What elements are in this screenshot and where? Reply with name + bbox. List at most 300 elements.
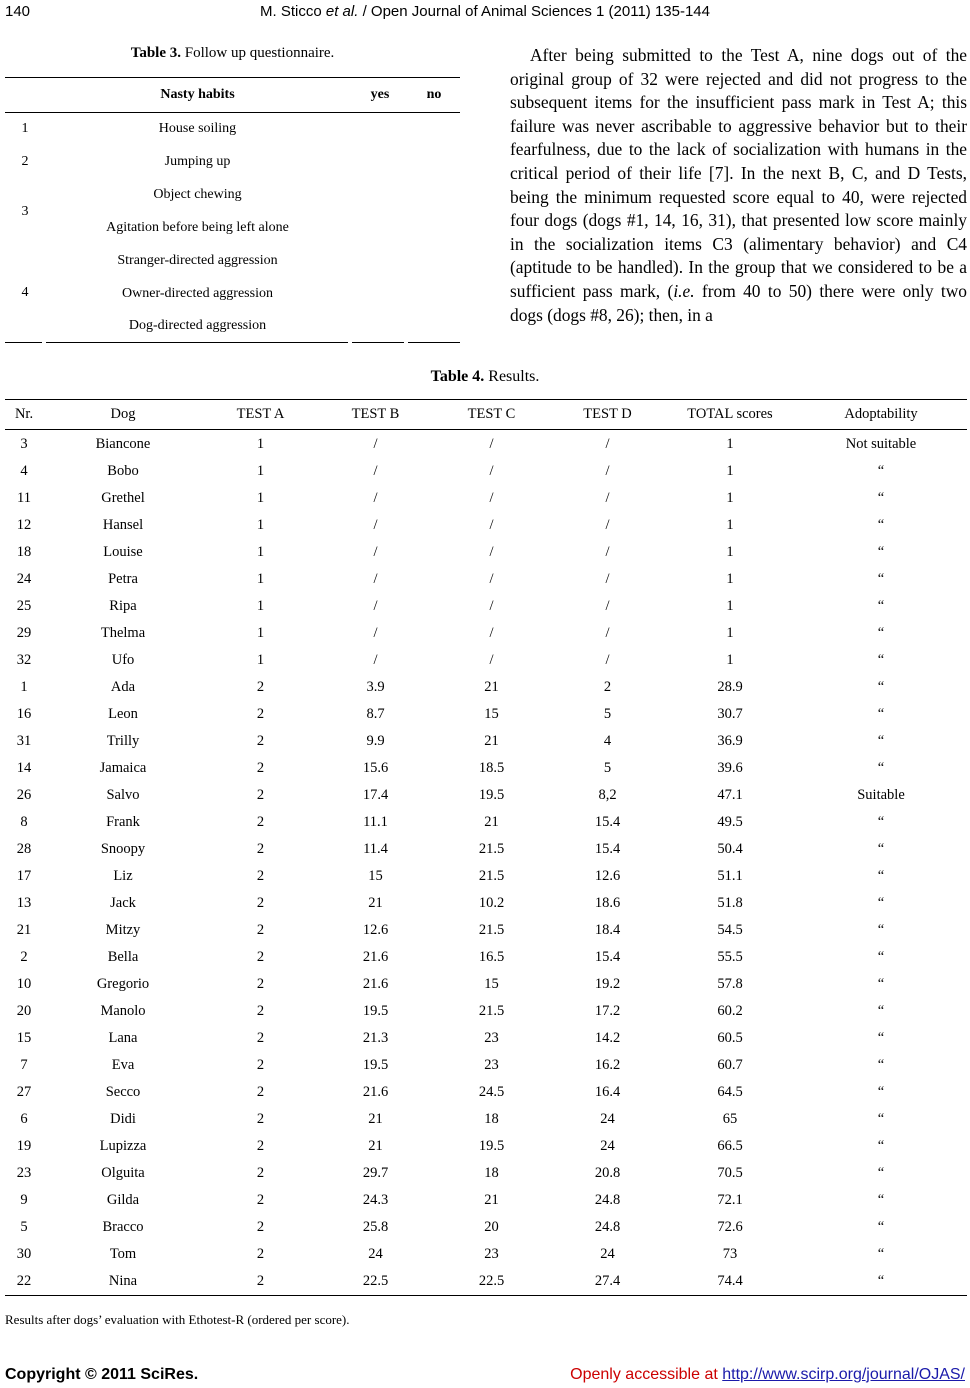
cell-test-a: 1 (256, 435, 265, 452)
cell-nr: 7 (20, 1057, 28, 1073)
cell-adoptability: “ (877, 1138, 885, 1154)
cell-dog: Gilda (106, 1192, 140, 1208)
column-header-test-b: TEST B (318, 400, 433, 430)
cell-test-c: 21.5 (478, 841, 505, 857)
cell-test-d: / (605, 571, 610, 587)
cell-test-c: 10.2 (478, 895, 505, 911)
cell-total: 1 (726, 625, 734, 641)
cell-nr: 6 (20, 1111, 28, 1127)
cell-test-a: 2 (203, 1268, 318, 1296)
cell-test-c: 22.5 (433, 1268, 550, 1296)
table3-group-number: 2 (21, 154, 29, 169)
table-row (5, 1106, 967, 1133)
cell-total: 47.1 (717, 787, 743, 803)
cell-test-d: 5 (603, 760, 612, 776)
cell-nr: 31 (16, 733, 32, 749)
paragraph-text-end: from 40 to 50) there were only two dogs (dogs #8, 26); then, in a (510, 280, 967, 325)
table-row (5, 728, 967, 755)
cell-nr: 27 (16, 1084, 32, 1100)
cell-nr: 4 (20, 463, 28, 479)
cell-dog: Liz (113, 868, 133, 884)
cell-test-a: 2 (256, 841, 265, 857)
cell-dog: Bracco (102, 1219, 144, 1235)
cell-test-d: 16.2 (594, 1057, 621, 1073)
cell-test-d: / (605, 652, 610, 668)
cell-test-b: 3.9 (366, 679, 385, 695)
cell-test-c: 23 (484, 1246, 499, 1262)
cell-test-d: 16.4 (594, 1084, 621, 1100)
table3-group-number: 1 (21, 121, 29, 136)
cell-dog: Didi (110, 1111, 136, 1127)
table3-bottom-rule (46, 342, 348, 343)
cell-test-d: 15.4 (594, 841, 621, 857)
cell-adoptability: “ (877, 841, 885, 857)
cell-adoptability: “ (877, 490, 885, 506)
cell-test-d: 17.2 (594, 1003, 621, 1019)
cell-total: 1 (726, 463, 734, 479)
cell-total: 36.9 (717, 733, 743, 749)
cell-test-c: 21.5 (478, 1003, 505, 1019)
copyright-notice: Copyright © 2011 SciRes. (5, 1366, 199, 1383)
cell-test-a: 2 (256, 949, 265, 965)
table3-item: Object chewing (153, 187, 242, 202)
table3-item: Dog-directed aggression (128, 318, 267, 333)
cell-test-c: 18 (484, 1111, 499, 1127)
cell-test-d: / (605, 517, 610, 533)
column-header-adoptability: Adoptability (795, 400, 967, 430)
cell-nr: 20 (16, 1003, 32, 1019)
cell-test-a: 2 (256, 1246, 265, 1262)
cell-dog: Grethel (101, 490, 145, 506)
cell-test-d: 18.4 (594, 922, 621, 938)
cell-total: 1 (726, 544, 734, 560)
cell-test-d: 24.8 (594, 1219, 621, 1235)
cell-test-b: 15.6 (362, 760, 389, 776)
cell-test-c: 23 (484, 1057, 499, 1073)
cell-test-c: / (489, 544, 494, 560)
table-row (5, 782, 967, 809)
cell-nr: 28 (16, 841, 32, 857)
cell-dog: Thelma (100, 625, 146, 641)
open-access-notice (570, 1366, 965, 1384)
table-row (5, 566, 967, 593)
cell-test-a: 1 (256, 463, 265, 479)
cell-adoptability: Not suitable (845, 435, 917, 452)
column-header-nr: Nr. (5, 400, 43, 430)
cell-test-d: 20.8 (594, 1165, 621, 1181)
table3-group-number: 4 (21, 285, 29, 300)
table3-caption (5, 45, 460, 62)
cell-test-a: 2 (256, 706, 265, 722)
cell-test-b: 21 (368, 1138, 383, 1154)
cell-test-c: 16.5 (478, 949, 505, 965)
cell-test-b: 19.5 (362, 1057, 389, 1073)
cell-test-b: 8.7 (366, 706, 385, 722)
cell-total: 1 (726, 517, 734, 533)
cell-total: 64.5 (717, 1084, 743, 1100)
table-row (5, 890, 967, 917)
paragraph-ie: i.e. (673, 280, 695, 301)
cell-adoptability: “ (877, 706, 885, 722)
cell-test-a: 2 (256, 733, 265, 749)
cell-dog: Secco (105, 1084, 141, 1100)
cell-dog: Hansel (102, 517, 144, 533)
cell-total: 65 (722, 1111, 738, 1127)
cell-test-a: 2 (256, 1192, 265, 1208)
table3-header-rule (5, 112, 460, 113)
table3-header-no: no (426, 87, 442, 102)
cell-test-c: 24.5 (478, 1084, 505, 1100)
cell-nr: 17 (16, 868, 32, 884)
cell-adoptability: “ (877, 1192, 885, 1208)
cell-test-d: / (605, 490, 610, 506)
cell-test-b: / (373, 435, 378, 452)
cell-total: 70.5 (717, 1165, 743, 1181)
cell-test-d: 24 (600, 1138, 615, 1154)
table-row (5, 430, 967, 459)
cell-test-c: 21.5 (478, 922, 505, 938)
cell-test-c: 15 (484, 706, 499, 722)
cell-dog: Ufo (111, 652, 135, 668)
cell-test-b: / (373, 517, 378, 533)
cell-dog: Biancone (95, 435, 151, 452)
open-access-label: Openly accessible at (570, 1366, 723, 1383)
cell-test-c: / (489, 463, 494, 479)
cell-nr: 12 (16, 517, 32, 533)
cell-test-b: 22.5 (318, 1268, 433, 1296)
cell-test-a: 1 (256, 544, 265, 560)
table-row (5, 836, 967, 863)
cell-test-d: 24.8 (594, 1192, 621, 1208)
cell-adoptability: “ (877, 571, 885, 587)
cell-test-a: 2 (256, 1057, 265, 1073)
cell-test-c: / (489, 598, 494, 614)
cell-test-d: 4 (603, 733, 612, 749)
cell-test-a: 2 (256, 787, 265, 803)
cell-test-c: 20 (484, 1219, 499, 1235)
cell-total: 66.5 (717, 1138, 743, 1154)
table-row (5, 593, 967, 620)
cell-test-b: 11.1 (363, 814, 388, 830)
cell-total: 72.6 (717, 1219, 743, 1235)
table-row (5, 1214, 967, 1241)
cell-adoptability: “ (877, 1030, 885, 1046)
cell-nr: 22 (5, 1268, 43, 1296)
table-row (5, 1268, 967, 1296)
cell-nr: 21 (16, 922, 32, 938)
cell-dog: Trilly (106, 733, 140, 749)
cell-test-a: 1 (256, 625, 265, 641)
cell-test-b: 29.7 (362, 1165, 389, 1181)
cell-test-b: / (373, 490, 378, 506)
cell-test-b: 15 (368, 868, 383, 884)
cell-nr: 29 (16, 625, 32, 641)
table-row (5, 917, 967, 944)
cell-test-a: 2 (256, 922, 265, 938)
cell-dog: Eva (111, 1057, 135, 1073)
cell-test-d: 24 (600, 1246, 615, 1262)
cell-test-b: / (373, 571, 378, 587)
cell-test-b: 25.8 (362, 1219, 389, 1235)
cell-test-b: / (373, 598, 378, 614)
cell-total: 55.5 (717, 949, 743, 965)
table-row (5, 1079, 967, 1106)
cell-test-c: 19.5 (478, 787, 505, 803)
table-row (5, 701, 967, 728)
cell-nr: 23 (16, 1165, 32, 1181)
cell-total: 1 (726, 652, 734, 668)
cell-test-b: 19.5 (362, 1003, 389, 1019)
cell-adoptability: “ (877, 1111, 885, 1127)
cell-test-c: 15 (484, 976, 499, 992)
cell-test-b: / (373, 652, 378, 668)
cell-test-b: 17.4 (362, 787, 389, 803)
cell-test-c: 21 (484, 1192, 499, 1208)
table4-caption (0, 368, 970, 386)
table4-caption-text: Results. (488, 368, 540, 385)
cell-adoptability: “ (877, 868, 885, 884)
table3-item: Jumping up (164, 154, 231, 169)
cell-total: 49.5 (717, 814, 743, 830)
cell-test-a: 1 (256, 490, 265, 506)
cell-adoptability: “ (877, 1057, 885, 1073)
cell-test-d: / (605, 435, 610, 452)
cell-test-b: / (373, 544, 378, 560)
cell-test-b: 12.6 (362, 922, 389, 938)
cell-adoptability: “ (877, 976, 885, 992)
cell-test-a: 2 (256, 679, 265, 695)
cell-test-d: 12.6 (594, 868, 621, 884)
table-row (5, 1160, 967, 1187)
cell-test-a: 2 (256, 1111, 265, 1127)
column-header-test-d: TEST D (550, 400, 665, 430)
cell-test-d: 14.2 (594, 1030, 621, 1046)
cell-dog: Leon (108, 706, 138, 722)
cell-dog: Bobo (107, 463, 139, 479)
cell-test-d: 24 (600, 1111, 615, 1127)
cell-test-a: 2 (256, 814, 265, 830)
cell-adoptability: “ (877, 949, 885, 965)
body-paragraph (510, 44, 967, 327)
cell-test-c: 18.5 (478, 760, 505, 776)
table-row (5, 809, 967, 836)
table-row (5, 458, 967, 485)
table4-results (5, 399, 967, 1296)
cell-test-c: / (489, 435, 494, 452)
cell-nr: 2 (20, 949, 28, 965)
journal-link[interactable]: http://www.scirp.org/journal/OJAS/ (722, 1366, 965, 1383)
cell-dog: Mitzy (105, 922, 141, 938)
cell-test-b: 24 (368, 1246, 383, 1262)
cell-test-a: 2 (256, 760, 265, 776)
cell-test-b: 21.6 (362, 1084, 389, 1100)
cell-nr: 26 (16, 787, 32, 803)
cell-dog: Jamaica (99, 760, 147, 776)
table-row (5, 863, 967, 890)
table3-header-yes: yes (370, 87, 390, 102)
page-footer (0, 1366, 970, 1388)
cell-nr: 19 (16, 1138, 32, 1154)
cell-test-d: 27.4 (550, 1268, 665, 1296)
cell-test-c: 18 (484, 1165, 499, 1181)
cell-total: 57.8 (717, 976, 743, 992)
cell-test-c: / (489, 652, 494, 668)
column-header-dog: Dog (43, 400, 203, 430)
cell-adoptability: “ (877, 1246, 885, 1262)
cell-test-a: 2 (256, 1165, 265, 1181)
cell-adoptability: “ (877, 1219, 885, 1235)
cell-dog: Nina (43, 1268, 203, 1296)
cell-test-d: 18.6 (594, 895, 621, 911)
cell-test-d: 15.4 (594, 814, 621, 830)
column-header-test-a: TEST A (203, 400, 318, 430)
cell-total: 60.2 (717, 1003, 743, 1019)
cell-test-c: 23 (484, 1030, 499, 1046)
cell-nr: 11 (17, 490, 31, 506)
table3-group-number: 3 (21, 204, 29, 219)
cell-dog: Petra (108, 571, 138, 587)
paragraph-text: After being submitted to the Test A, nine dogs out of the original group of 32 were rejected and did not progress to the subsequent items for the insufficient pass mark in Test A; this failure was never ascribable to aggressive behavior but to their fearfulness, due to the lack of socialization with humans in the critical period of their life [7]. In the next B, C, and D Tests, being the minimum requested score equal to 40, were rejected four dogs (dogs #1, 14, 16, 31), that presented low score mainly in the socialization items C3 (alimentary behavior) and C4 (aptitude to be handled). In the group that we considered to be a sufficient pass mark, ( (510, 45, 967, 301)
table-row (5, 1025, 967, 1052)
cell-test-d: 8,2 (598, 787, 617, 803)
cell-dog: Lupizza (99, 1138, 147, 1154)
cell-adoptability: “ (877, 679, 885, 695)
page-number: 140 (5, 3, 31, 20)
cell-test-b: / (373, 625, 378, 641)
cell-test-a: 2 (256, 895, 265, 911)
table3-top-rule (5, 77, 460, 78)
cell-test-b: 9.9 (366, 733, 385, 749)
cell-test-a: 2 (256, 1219, 265, 1235)
cell-dog: Tom (109, 1246, 137, 1262)
table3-bottom-rule (352, 342, 404, 343)
table-row (5, 674, 967, 701)
column-header-test-c: TEST C (433, 400, 550, 430)
cell-test-a: 1 (256, 517, 265, 533)
table3-header-habits: Nasty habits (160, 87, 235, 102)
cell-nr: 5 (20, 1219, 28, 1235)
cell-test-a: 2 (256, 1030, 265, 1046)
cell-adoptability: “ (877, 1084, 885, 1100)
cell-adoptability: “ (877, 733, 885, 749)
cell-test-c: 21 (484, 733, 499, 749)
cell-adoptability: “ (877, 463, 885, 479)
running-header (0, 3, 970, 25)
cell-dog: Olguita (101, 1165, 145, 1181)
cell-test-b: 24.3 (362, 1192, 389, 1208)
cell-dog: Ripa (109, 598, 137, 614)
cell-total: 72.1 (717, 1192, 743, 1208)
cell-adoptability: “ (877, 814, 885, 830)
table3-item: Stranger-directed aggression (117, 253, 278, 268)
cell-test-b: 11.4 (363, 841, 388, 857)
table3-followup-questionnaire (5, 77, 460, 343)
cell-total: 1 (726, 490, 734, 506)
cell-nr: 24 (16, 571, 32, 587)
cell-adoptability: “ (877, 625, 885, 641)
cell-test-d: 2 (603, 679, 612, 695)
table4-header-row (5, 400, 967, 430)
header-journal: / Open Journal of Animal Sciences 1 (2011) 135-144 (362, 3, 710, 20)
header-authors: M. Sticco (260, 3, 322, 20)
cell-adoptability: “ (877, 895, 885, 911)
table4-label: Table 4. (430, 368, 485, 385)
table-row (5, 1187, 967, 1214)
cell-total: 30.7 (717, 706, 743, 722)
cell-test-d: 15.4 (594, 949, 621, 965)
cell-test-d: 5 (603, 706, 612, 722)
cell-adoptability: “ (877, 517, 885, 533)
cell-nr: 8 (20, 814, 28, 830)
cell-test-a: 2 (256, 1084, 265, 1100)
table-row (5, 1133, 967, 1160)
cell-nr: 16 (16, 706, 32, 722)
cell-adoptability: “ (795, 1268, 967, 1296)
cell-test-b: 21.6 (362, 949, 389, 965)
cell-test-a: 2 (256, 868, 265, 884)
cell-total: 1 (726, 571, 734, 587)
cell-nr: 14 (16, 760, 32, 776)
cell-test-a: 2 (256, 1138, 265, 1154)
cell-total: 1 (726, 435, 734, 452)
cell-test-a: 2 (256, 1003, 265, 1019)
table-row (5, 1052, 967, 1079)
cell-test-b: 21 (368, 895, 383, 911)
cell-test-a: 1 (256, 598, 265, 614)
cell-test-b: 21.6 (362, 976, 389, 992)
cell-nr: 9 (20, 1192, 28, 1208)
cell-total: 51.8 (717, 895, 743, 911)
table-row (5, 647, 967, 674)
cell-total: 60.7 (717, 1057, 743, 1073)
cell-nr: 32 (16, 652, 32, 668)
cell-dog: Salvo (106, 787, 140, 803)
cell-total: 50.4 (717, 841, 743, 857)
cell-dog: Jack (110, 895, 136, 911)
cell-adoptability: “ (877, 544, 885, 560)
table-row (5, 998, 967, 1025)
cell-nr: 1 (20, 679, 28, 695)
cell-total: 60.5 (717, 1030, 743, 1046)
cell-dog: Ada (110, 679, 136, 695)
cell-nr: 25 (16, 598, 32, 614)
cell-nr: 15 (16, 1030, 32, 1046)
cell-dog: Frank (106, 814, 140, 830)
cell-adoptability: “ (877, 760, 885, 776)
cell-nr: 30 (16, 1246, 32, 1262)
table3-bottom-rule (408, 342, 460, 343)
cell-total: 39.6 (717, 760, 743, 776)
cell-test-c: 21 (484, 814, 499, 830)
table-row (5, 512, 967, 539)
cell-test-b: / (373, 463, 378, 479)
cell-test-c: 21 (484, 679, 499, 695)
table3-label: Table 3. (130, 45, 181, 61)
cell-test-c: / (489, 625, 494, 641)
cell-test-c: 19.5 (478, 1138, 505, 1154)
cell-dog: Snoopy (100, 841, 146, 857)
cell-test-c: 21.5 (478, 868, 505, 884)
cell-dog: Louise (103, 544, 143, 560)
cell-test-c: / (489, 490, 494, 506)
cell-test-b: 21 (368, 1111, 383, 1127)
table-row (5, 944, 967, 971)
table3-item: House soiling (158, 121, 237, 136)
table-row (5, 755, 967, 782)
table-row (5, 539, 967, 566)
cell-test-d: / (605, 598, 610, 614)
journal-citation (0, 3, 970, 20)
